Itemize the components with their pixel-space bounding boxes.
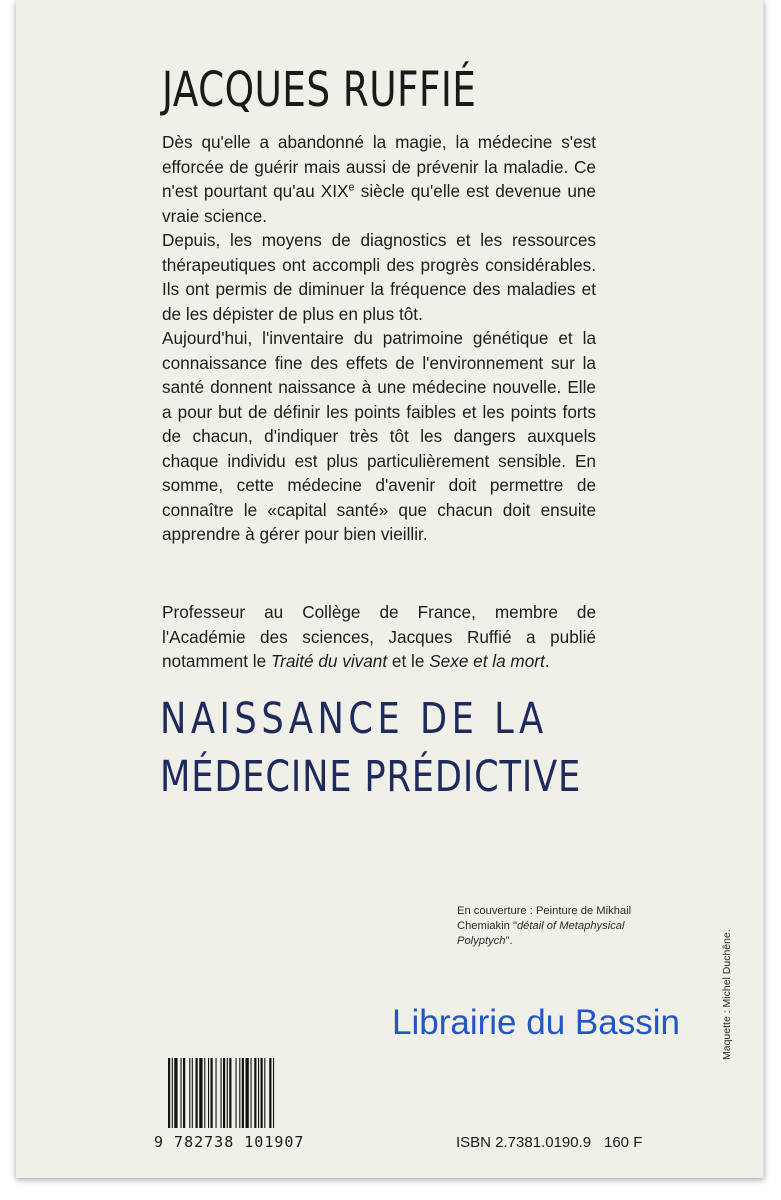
cover-credit-work: détail of Metaphysical Polyptych [457,920,625,947]
maquette-credit: Maquette : Michel Duchêne. [721,929,733,1060]
barcode-digits: 9 782738 101907 [154,1133,305,1151]
cover-credit-text: En couverture : Peinture de Mikhail Chemiakin " [457,905,632,932]
seller-watermark: Librairie du Bassin [392,1003,680,1042]
bio-book-title-2: Sexe et la mort [429,651,545,671]
author-name: JACQUES RUFFIÉ [162,62,477,118]
book-title-line-1: NAISSANCE DE LA [160,694,548,744]
book-title-line-2: MÉDECINE PRÉDICTIVE [160,752,582,802]
blurb-p1-start: Dès qu'elle a abandonné la magie, la médecine s'est efforcée de guérir mais aussi de prévenir la maladie. Ce n'est pourtant qu'au XIX [162,132,596,201]
blurb-paragraph-1 [162,130,596,228]
bio-text-start: Professeur au Collège de France, membre de l'Académie des sciences, Jacques Ruffié a publié notamment le [162,602,596,671]
cover-credit [457,904,637,949]
book-title [160,690,582,806]
price: 160 F [604,1134,643,1151]
bio-text-middle: et le [387,651,430,671]
bio-book-title-1: Traité du vivant [270,651,388,671]
century-superscript: e [348,181,355,194]
bio-paragraph [162,600,596,674]
cover-credit-end: ". [505,935,513,947]
isbn: ISBN 2.7381.0190.9 [456,1134,592,1151]
blurb-text [162,130,596,547]
blurb-p1-end: siècle qu'elle est devenue une vraie science. [162,181,596,226]
barcode-icon [168,1058,306,1128]
blurb-paragraph-3: Aujourd'hui, l'inventaire du patrimoine génétique et la connaissance fine des effets de l'environnement sur la santé donnent naissance à une médecine nouvelle. Elle a pour but de définir les points faibles et les points forts de chacun, d'indiquer très tôt les dangers auxquels chaque individu est plus particulièrement sensible. En somme, cette médecine d'avenir doit permettre de connaître le «capital santé» que chacun doit ensuite apprendre à gérer pour bien vieillir. [162,328,596,544]
bio-text-end: . [544,651,550,671]
blurb-paragraph-2: Depuis, les moyens de diagnostics et les ressources thérapeutiques ont accompli des progrès considérables. Ils ont permis de diminuer la fréquence des maladies et de les dépister de plus en plus tôt. [162,230,596,324]
author-bio [162,600,596,674]
